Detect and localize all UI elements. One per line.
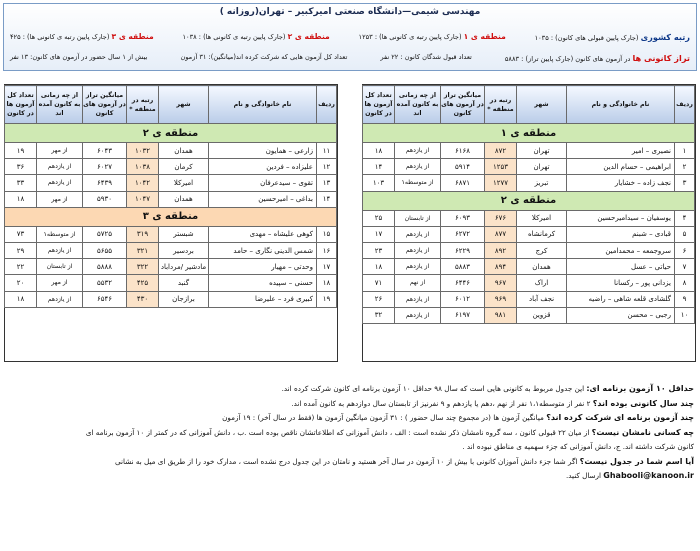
- cell-city: مادشیر /مرداباد: [159, 259, 209, 275]
- cell-taraz: ۶۱۹۷: [441, 307, 485, 323]
- note-not-listed: آیا اسم شما در جدول نیست؟ اگر شما جزء دانش آموزان کانونی با بیش از ۱۰ آزمون در سال آخر هستید و نامتان در این جدول درج نشده است ، مدارک خود را از طریق ای میل به نشانی: [114, 456, 694, 466]
- table-row: [363, 307, 695, 323]
- page-title: مهندسی شیمی—دانشگاه صنعتی امیرکبیر – تهران(روزانه ): [219, 7, 481, 17]
- cell-city: تهران: [517, 159, 567, 175]
- table-row: [363, 291, 695, 307]
- cell-name: شمس الدینی نگاری – حامد: [209, 242, 317, 258]
- cell-city: بردسیر: [159, 242, 209, 258]
- table-row: [363, 242, 695, 258]
- table-row: [363, 275, 695, 291]
- table-row: [5, 226, 337, 242]
- taraz-stat: تراز کانونی ها در آزمون های کانون (جارک پایین تراز) : ۵۸۸۳: [504, 53, 690, 63]
- table-row: [363, 159, 695, 175]
- cell-rank: ۸۹۲: [485, 242, 517, 258]
- cell-since: از یازدهم: [395, 159, 441, 175]
- region3-rank: منطقه ی ۳ (جارک پایین رتبه ی کانونی ها) : ۴۲۵: [10, 32, 154, 41]
- cell-name: رجبی – محسن: [567, 307, 675, 323]
- cell-name: قبادی – شبنم: [567, 226, 675, 242]
- cell-since: از تابستان: [395, 210, 441, 226]
- col-name: نام خانوادگی و نام: [209, 86, 317, 124]
- cell-rank: ۶۷۶: [485, 210, 517, 226]
- national-rank: رتبه کشوری (جارک پایین قبولی های کانون) : ۱۰۳۵: [534, 32, 690, 42]
- cell-since: از یازدهم: [37, 291, 83, 307]
- cell-name: گلشادی قلعه شاهی – راضیه: [567, 291, 675, 307]
- cell-count: ۳۳: [5, 175, 37, 191]
- cell-n: ۸: [675, 275, 695, 291]
- cell-city: اراک: [517, 275, 567, 291]
- cell-taraz: ۵۸۸۳: [441, 259, 485, 275]
- table-row: [363, 143, 695, 159]
- cell-name: حسنی – سپیده: [209, 275, 317, 291]
- cell-taraz: ۵۷۲۵: [83, 226, 127, 242]
- cell-name: سروجمعه – محمدامین: [567, 242, 675, 258]
- cell-taraz: ۶۴۴۶: [441, 275, 485, 291]
- cell-name: نجف زاده – خشایار: [567, 175, 675, 191]
- note-exam-count: چند آزمون برنامه ای شرکت کرده اند؟ میانگین آزمون ها (در مجموع چند سال حضور ) : ۳۱ آزمون میانگین آزمون ها (فقط در سال آخر) : ۱۹ آزمون: [222, 413, 694, 422]
- cell-taraz: ۵۸۸۸: [83, 259, 127, 275]
- cell-name: وحدتی – مهیار: [209, 259, 317, 275]
- table-row: [5, 242, 337, 258]
- table-row: [363, 226, 695, 242]
- cell-n: ۴: [675, 210, 695, 226]
- region2-rank: منطقه ی ۲ (جارک پایین رتبه ی کانونی ها) : ۱۰۳۸: [182, 32, 330, 41]
- cell-taraz: ۶۵۴۶: [83, 291, 127, 307]
- table-row: [5, 143, 337, 159]
- cell-city: کرج: [517, 242, 567, 258]
- cell-city: کرمان: [159, 159, 209, 175]
- region-row: [363, 124, 695, 143]
- cell-since: از یازدهم: [395, 307, 441, 323]
- cell-rank: ۸۹۴: [485, 259, 517, 275]
- cell-count: ۷۳: [5, 226, 37, 242]
- cell-n: ۱۵: [317, 226, 337, 242]
- cell-city: تهران: [517, 143, 567, 159]
- cell-since: از مهر: [37, 143, 83, 159]
- cell-since: از نهم: [395, 275, 441, 291]
- region1-rank: منطقه ی ۱ (جارک پایین رتبه ی کانونی ها) : ۱۲۵۳: [358, 32, 506, 41]
- cell-count: ۲۰: [5, 275, 37, 291]
- over-one-year-stat: بیش از ۱ سال حضور در آزمون های کانون: ۱۳ نفر: [10, 53, 148, 61]
- cell-n: ۱۹: [317, 291, 337, 307]
- cell-since: از متوسطه۱: [37, 226, 83, 242]
- cell-count: ۲۶: [363, 291, 395, 307]
- cell-count: ۳۶: [5, 159, 37, 175]
- cell-name: زارعی – همایون: [209, 143, 317, 159]
- cell-n: ۶: [675, 242, 695, 258]
- cell-n: ۱۰: [675, 307, 695, 323]
- cell-n: ۱۱: [317, 143, 337, 159]
- cell-taraz: ۵۵۳۲: [83, 275, 127, 291]
- cell-since: از مهر: [37, 275, 83, 291]
- total-exams-stat: تعداد کل آزمون هایی که شرکت کرده اند(میانگین): ۳۱ آزمون: [180, 53, 348, 61]
- cell-name: کوهی علیشاه – مهدی: [209, 226, 317, 242]
- cell-name: حیاتی – عسل: [567, 259, 675, 275]
- cell-city: گنبد: [159, 275, 209, 291]
- cell-taraz: ۵۶۵۵: [83, 242, 127, 258]
- cell-count: ۲۳: [363, 242, 395, 258]
- cell-city: تبریز: [517, 175, 567, 191]
- table-row: [363, 175, 695, 191]
- col-taraz: میانگین تراز در آزمون های کانون: [83, 86, 127, 124]
- cell-since: از یازدهم: [37, 175, 83, 191]
- col-count: تعداد کل آزمون ها در کانون: [5, 86, 37, 124]
- cell-rank: ۳۱۹: [127, 226, 159, 242]
- region-label: منطقه ی ۱: [363, 124, 695, 143]
- cell-taraz: ۶۲۲۹: [441, 242, 485, 258]
- cell-rank: ۴۲۵: [127, 275, 159, 291]
- region-label: منطقه ی ۲: [363, 191, 695, 210]
- table-row: [363, 210, 695, 226]
- table-row: [5, 275, 337, 291]
- cell-n: ۱: [675, 143, 695, 159]
- cell-since: از یازدهم: [37, 159, 83, 175]
- cell-since: از یازدهم: [395, 291, 441, 307]
- cell-city: امیرکلا: [517, 210, 567, 226]
- email-link[interactable]: Ghabooli@kanoon.ir: [603, 471, 694, 480]
- cell-n: ۹: [675, 291, 695, 307]
- cell-since: از متوسطه۱: [395, 175, 441, 191]
- cell-since: از یازدهم: [395, 259, 441, 275]
- cell-count: ۲۹: [5, 242, 37, 258]
- region-label: منطقه ی ۲: [5, 124, 337, 143]
- cell-n: ۱۸: [317, 275, 337, 291]
- cell-taraz: ۶۴۳۹: [83, 175, 127, 191]
- table-row: [5, 291, 337, 307]
- cell-taraz: ۵۹۳۰: [83, 191, 127, 207]
- note-missing-cont: کانون شرکت داشته اند. ج، دانش آموزانی که جزء سهمیه ی مناطق نبوده اند .: [462, 442, 694, 451]
- cell-city: کرمانشاه: [517, 226, 567, 242]
- region-row: [5, 207, 337, 226]
- table-header-row: [363, 86, 695, 124]
- cell-count: ۱۸: [5, 291, 37, 307]
- note-min-exams: حداقل ۱۰ آزمون برنامه ای: این جدول مربوط به کانونی هایی است که سال ۹۸ حداقل ۱۰ آزمون برنامه ای کانون شرکت کرده اند.: [281, 384, 694, 393]
- notes-section: [6, 382, 694, 484]
- cell-n: ۱۳: [317, 175, 337, 191]
- cell-taraz: ۶۰۴۳: [83, 143, 127, 159]
- col-rank: رتبه در منطقه *: [127, 86, 159, 124]
- col-taraz: میانگین تراز در آزمون های کانون: [441, 86, 485, 124]
- cell-name: یزدانی پور – رکسانا: [567, 275, 675, 291]
- col-since: از چه زمانی به کانون آمده اند: [395, 86, 441, 124]
- cell-taraz: ۶۰۹۳: [441, 210, 485, 226]
- cell-rank: ۱۲۷۷: [485, 175, 517, 191]
- cell-city: قزوین: [517, 307, 567, 323]
- cell-n: ۱۴: [317, 191, 337, 207]
- cell-taraz: ۶۰۲۷: [83, 159, 127, 175]
- cell-count: ۷۱: [363, 275, 395, 291]
- cell-city: برازجان: [159, 291, 209, 307]
- cell-rank: ۱۰۳۸: [127, 159, 159, 175]
- cell-since: از یازدهم: [395, 242, 441, 258]
- cell-count: ۱۰۳: [363, 175, 395, 191]
- table-header-row: [5, 86, 337, 124]
- col-since: از چه زمانی به کانون آمده اند: [37, 86, 83, 124]
- header-row-ranks: [10, 32, 690, 42]
- cell-taraz: ۶۸۷۱: [441, 175, 485, 191]
- cell-city: همدان: [159, 191, 209, 207]
- cell-name: نصیری – امیر: [567, 143, 675, 159]
- col-city: شهر: [159, 86, 209, 124]
- cell-name: بداغی – امیرحسین: [209, 191, 317, 207]
- cell-count: ۱۹: [5, 143, 37, 159]
- cell-city: نجف آباد: [517, 291, 567, 307]
- header-row-stats: [10, 53, 690, 63]
- cell-n: ۷: [675, 259, 695, 275]
- col-name: نام خانوادگی و نام: [567, 86, 675, 124]
- results-table-right: [362, 84, 696, 362]
- table-row: [5, 191, 337, 207]
- header-panel: [3, 3, 697, 71]
- region-row: [5, 124, 337, 143]
- cell-n: ۱۲: [317, 159, 337, 175]
- note-email: Ghabooli@kanoon.ir ارسال کنید.: [566, 471, 694, 480]
- cell-city: امیرکلا: [159, 175, 209, 191]
- cell-n: ۱۶: [317, 242, 337, 258]
- table-row: [5, 259, 337, 275]
- cell-name: ابراهیمی – حسام الدین: [567, 159, 675, 175]
- cell-count: ۲۵: [363, 210, 395, 226]
- col-count: تعداد کل آزمون ها در کانون: [363, 86, 395, 124]
- cell-rank: ۳۲۱: [127, 242, 159, 258]
- cell-count: ۱۸: [5, 191, 37, 207]
- table-row: [5, 175, 337, 191]
- cell-since: از یازدهم: [395, 226, 441, 242]
- cell-rank: ۹۶۷: [485, 275, 517, 291]
- cell-n: ۳: [675, 175, 695, 191]
- cell-rank: ۱۰۴۲: [127, 175, 159, 191]
- cell-taraz: ۶۰۱۲: [441, 291, 485, 307]
- note-missing: چه کسانی نامشان نیست؟ از میان ۲۲ قبولی کانون ، سه گروه نامشان ذکر نشده است : الف ، دانش آموزانی که اطلاعاتشان ناقص بوده است .ب ، دانش آموزانی که در کمتر از ۱۰ آزمون برنامه ای: [85, 427, 694, 437]
- col-rank: رتبه در منطقه *: [485, 86, 517, 124]
- cell-city: همدان: [159, 143, 209, 159]
- cell-since: از تابستان: [37, 259, 83, 275]
- cell-since: از یازدهم: [37, 242, 83, 258]
- cell-name: علیزاده – فردین: [209, 159, 317, 175]
- cell-count: ۳۲: [363, 307, 395, 323]
- region-row: [363, 191, 695, 210]
- cell-n: ۱۷: [317, 259, 337, 275]
- cell-n: ۲: [675, 159, 695, 175]
- cell-rank: ۹۸۱: [485, 307, 517, 323]
- cell-rank: ۹۶۹: [485, 291, 517, 307]
- cell-rank: ۳۲۲: [127, 259, 159, 275]
- cell-n: ۵: [675, 226, 695, 242]
- results-table-left: [4, 84, 338, 362]
- cell-taraz: ۶۱۶۸: [441, 143, 485, 159]
- cell-city: همدان: [517, 259, 567, 275]
- cell-count: ۱۸: [363, 143, 395, 159]
- cell-count: ۱۷: [363, 226, 395, 242]
- table-row: [363, 259, 695, 275]
- col-city: شهر: [517, 86, 567, 124]
- cell-name: یوسفیان – سیدامیرحسین: [567, 210, 675, 226]
- cell-rank: ۱۰۴۷: [127, 191, 159, 207]
- cell-rank: ۴۳۰: [127, 291, 159, 307]
- cell-count: ۲۲: [5, 259, 37, 275]
- cell-taraz: ۶۲۷۲: [441, 226, 485, 242]
- cell-city: شبستر: [159, 226, 209, 242]
- cell-name: کبیری فرد – علیرضا: [209, 291, 317, 307]
- cell-count: ۱۸: [363, 259, 395, 275]
- accepted-stat: تعداد قبول شدگان کانون : ۲۲ نفر: [380, 53, 472, 61]
- col-row: ردیف: [317, 86, 337, 124]
- note-years: چند سال کانونی بوده اند؟ ۲ نفر از متوسطه۱،۱ نفر از نهم ،دهم یا یازدهم و ۹ نفرنیز از تابستان سال دوازدهم به کانون آمده اند.: [291, 398, 694, 408]
- cell-rank: ۱۰۳۲: [127, 143, 159, 159]
- region-label: منطقه ی ۳: [5, 207, 337, 226]
- cell-since: از مهر: [37, 191, 83, 207]
- cell-name: تقوی – سیدعرفان: [209, 175, 317, 191]
- cell-rank: ۸۷۷: [485, 226, 517, 242]
- cell-taraz: ۵۹۱۴: [441, 159, 485, 175]
- cell-count: ۱۴: [363, 159, 395, 175]
- table-row: [5, 159, 337, 175]
- cell-rank: ۱۲۵۳: [485, 159, 517, 175]
- cell-rank: ۸۷۲: [485, 143, 517, 159]
- col-row: ردیف: [675, 86, 695, 124]
- cell-since: از یازدهم: [395, 143, 441, 159]
